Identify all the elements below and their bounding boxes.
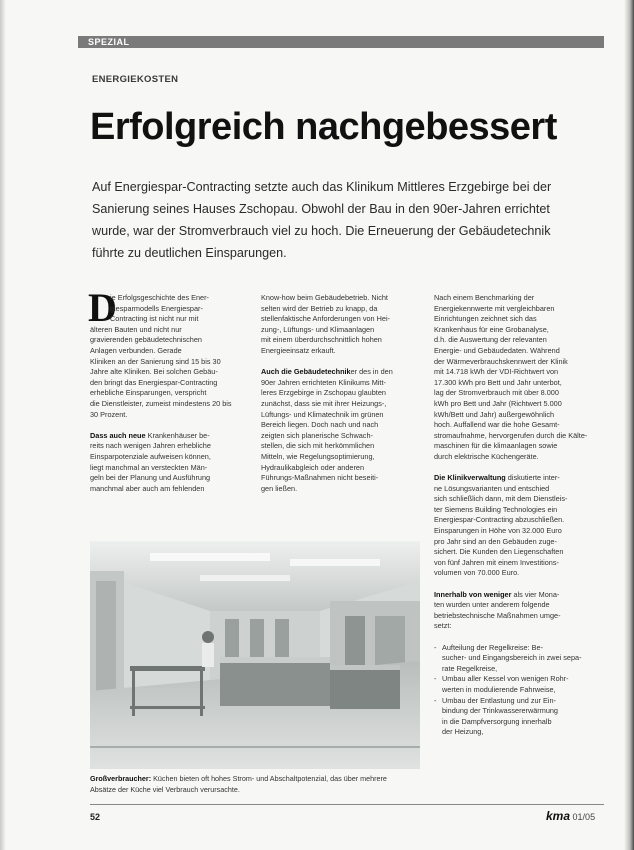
text-line: von fünf Jahren mit einem Investitions-	[434, 557, 559, 567]
text-line: kWh pro Bett und Jahr (Richtwert 5.000	[434, 398, 562, 408]
text-line: gravierenden gebäudetechnischen	[90, 335, 202, 345]
text-line: stromaufnahme, hervorgerufen durch die Kälte-	[434, 430, 588, 440]
text-line	[434, 473, 594, 484]
text-line: den bringt das Energiespar-Contracting	[90, 377, 218, 387]
footer-rule	[90, 804, 604, 805]
text-line: geln bei der Planung und Ausführung	[90, 473, 211, 483]
text-line: kWh/Bett und Jahr) außergewöhnlich	[434, 409, 555, 419]
text-line: rate Regelkreise,	[442, 663, 498, 673]
kitchen-illustration	[90, 541, 420, 769]
text-line: stellenfaktische Anforderungen von Hei-	[261, 314, 390, 324]
text-line: älteren Bauten und nicht nur	[90, 324, 182, 334]
lead-paragraph	[92, 176, 592, 264]
text-line: ne Lösungsvarianten und entschied	[434, 483, 550, 493]
text-line: Jahre alte Kliniken. Bei solchen Gebäu-	[90, 367, 218, 377]
text-line: liegt manchmal an versteckten Män-	[90, 462, 208, 472]
text-line: durch elektrische Küchengeräte.	[434, 451, 539, 461]
text-line: maschinen für die klimaanlagen sowie	[434, 441, 558, 451]
lead-line: wurde, war der Stromverbrauch viel zu hoch. Die Erneuerung der Gebäudetechnik	[92, 224, 551, 238]
text-line: der Wärmeverbrauchskennwert der Klinik	[434, 356, 568, 366]
text-line: giesparmodells Energiespar-	[110, 303, 203, 313]
text-line	[261, 367, 421, 378]
text-line: die Dienstleister, zumeist mindestens 20 bis	[90, 398, 232, 408]
photo-caption	[90, 774, 430, 795]
text-line: werten in modulierende Fahrweise,	[442, 684, 556, 694]
text-line: setzt:	[434, 621, 452, 631]
text-line: betriebstechnische Maßnahmen umge-	[434, 610, 561, 620]
text-line: ter Siemens Building Technologies ein	[434, 504, 558, 514]
body-column-2	[261, 293, 421, 494]
text-line: sucher- und Eingangsbereich in zwei sepa-	[442, 653, 582, 663]
lead-line: Sanierung seines Hauses Zschopau. Obwohl der Bau in den 90er-Jahren errichtet	[92, 202, 550, 216]
text-line: der Heizung,	[442, 727, 484, 737]
text-line: Einsparungen in Höhe von 32.000 Euro	[434, 526, 562, 536]
bullet-line: - Umbau der Entlastung und zur Ein-	[434, 695, 556, 705]
text-line: leres Erzgebirge in Zschopau glaubten	[261, 388, 386, 398]
run-in-heading: Die Klinikverwaltung	[434, 473, 506, 483]
run-in-heading: Dass auch neue	[90, 430, 146, 440]
text-line: reits nach wenigen Jahren erhebliche	[90, 441, 211, 451]
text-line: selten wird der Betrieb zu knapp, da	[261, 303, 378, 313]
text-run: Krankenhäuser be-	[145, 430, 210, 440]
text-line	[90, 431, 244, 442]
text-line: sichert. Die Kunden den Liegenschaften	[434, 547, 564, 557]
text-line: Lüftungs- und Klimatechnik im grünen	[261, 409, 384, 419]
text-line: Kliniken an der Sanierung sind 15 bis 30	[90, 356, 221, 366]
text-line: Führungs-Maßnahmen nicht beseiti-	[261, 473, 379, 483]
section-bar	[78, 36, 604, 48]
text-line: zeigten sich planerische Schwach-	[261, 430, 373, 440]
text-line: 17.300 kWh pro Bett und Jahr unterbot,	[434, 377, 562, 387]
text-line: Anlagen verbunden. Gerade	[90, 345, 182, 355]
page-edge-right	[624, 0, 634, 850]
lead-line: Auf Energiespar-Contracting setzte auch das Klinikum Mittleres Erzgebirge bei der	[92, 180, 552, 194]
text-line: volumen von 70.000 Euro.	[434, 568, 520, 578]
text-line	[434, 590, 594, 601]
text-line: Einrichtungen zeichnet sich das	[434, 314, 537, 324]
text-line: ie Erfolgsgeschichte des Ener-	[110, 293, 209, 302]
issue-label	[546, 809, 595, 823]
text-line: gen ließen.	[261, 483, 298, 493]
text-line: Hydraulikabgleich oder anderen	[261, 462, 365, 472]
bullet-line: - Aufteilung der Regelkreise: Be-	[434, 642, 543, 652]
text-line: pro Jahr sind an den Gebäuden zuge-	[434, 536, 557, 546]
text-line: Mitteln, wie Regelungsoptimierung,	[261, 451, 375, 461]
text-line: zung-, Lüftungs- und Klimaanlagen	[261, 324, 375, 334]
text-line: Bereich liegen. Doch nach und nach	[261, 420, 379, 430]
bullet-line: - Umbau aller Kessel von wenigen Rohr-	[434, 674, 569, 684]
section-label: SPEZIAL	[88, 37, 130, 47]
kicker: ENERGIEKOSTEN	[92, 74, 179, 85]
text-line: 90er Jahren errichteten Klinikums Mitt-	[261, 377, 386, 387]
bullet-dash-icon: -	[434, 642, 437, 652]
text-line: Nach einem Benchmarking der	[434, 293, 535, 302]
text-line: erhebliche Einsparungen, verspricht	[90, 388, 207, 398]
page-number: 52	[90, 812, 101, 822]
run-in-heading: Innerhalb von weniger	[434, 589, 512, 599]
headline: Erfolgreich nachgebessert	[90, 106, 557, 148]
text-line: in die Dampfversorgung innerhalb	[442, 716, 552, 726]
text-line: bindung der Trinkwassererwärmung	[442, 706, 558, 716]
text-line: Energieeinsatz erkauft.	[261, 345, 336, 355]
text-line: d.h. die Auswertung der relevanten	[434, 335, 547, 345]
text-line: Energie- und Gebäudedaten. Während	[434, 345, 560, 355]
text-line: Energiespar-Contracting abzuschließen.	[434, 515, 565, 525]
issue-number: 01/05	[572, 812, 596, 822]
bullet-dash-icon: -	[434, 674, 437, 684]
text-line: 30 Prozent.	[90, 409, 128, 419]
caption-heading: Großverbraucher:	[90, 774, 152, 783]
body-column-3	[434, 293, 594, 738]
lead-line: führte zu deutlichen Einsparungen.	[92, 246, 287, 260]
text-line: lag der Stromverbrauch mit über 8.000	[434, 388, 559, 398]
caption-line: Großverbraucher: Küchen bieten oft hohes Strom- und Abschaltpotenzial, das über mehrere	[90, 774, 387, 783]
text-line: Krankenhaus für eine Grobanalyse,	[434, 324, 549, 334]
text-line: manchmal aber auch am fehlenden	[90, 483, 205, 493]
text-line: zunächst, dass sie mit ihrer Heizungs-,	[261, 398, 387, 408]
text-line: Energiekennwerte mit vergleichbaren	[434, 303, 555, 313]
text-line: mit einem überdurchschnittlich hohen	[261, 335, 382, 345]
text-run: er des in den	[350, 367, 393, 377]
caption-line: Absätze der Küche viel Verbrauch verursachte.	[90, 784, 240, 794]
drop-cap: D	[88, 285, 117, 330]
page-edge-left	[0, 0, 6, 850]
bullet-dash-icon: -	[434, 695, 437, 705]
text-line: Know-how beim Gebäudebetrieb. Nicht	[261, 293, 388, 302]
run-in-heading: Auch die Gebäudetechnik	[261, 367, 351, 377]
text-line: Contracting ist nicht nur mit	[110, 314, 199, 324]
text-line: stellen, die sich mit herkömmlichen	[261, 441, 375, 451]
text-run: als vier Mona-	[511, 589, 560, 599]
text-line: mit 14.718 kWh der VDI-Richtwert von	[434, 367, 559, 377]
brand-logo: kma	[546, 809, 571, 823]
text-run: diskutierte inter-	[505, 473, 560, 483]
text-line: ten wurden unter anderem folgende	[434, 600, 550, 610]
text-line: Einsparpotenziale aufweisen können,	[90, 451, 211, 461]
text-line: hoch. Auffallend war die hohe Gesamt-	[434, 420, 560, 430]
text-line: sich schließlich dann, mit dem Dienstleis-	[434, 494, 568, 504]
kitchen-photo	[90, 541, 420, 769]
body-column-1	[88, 285, 244, 494]
